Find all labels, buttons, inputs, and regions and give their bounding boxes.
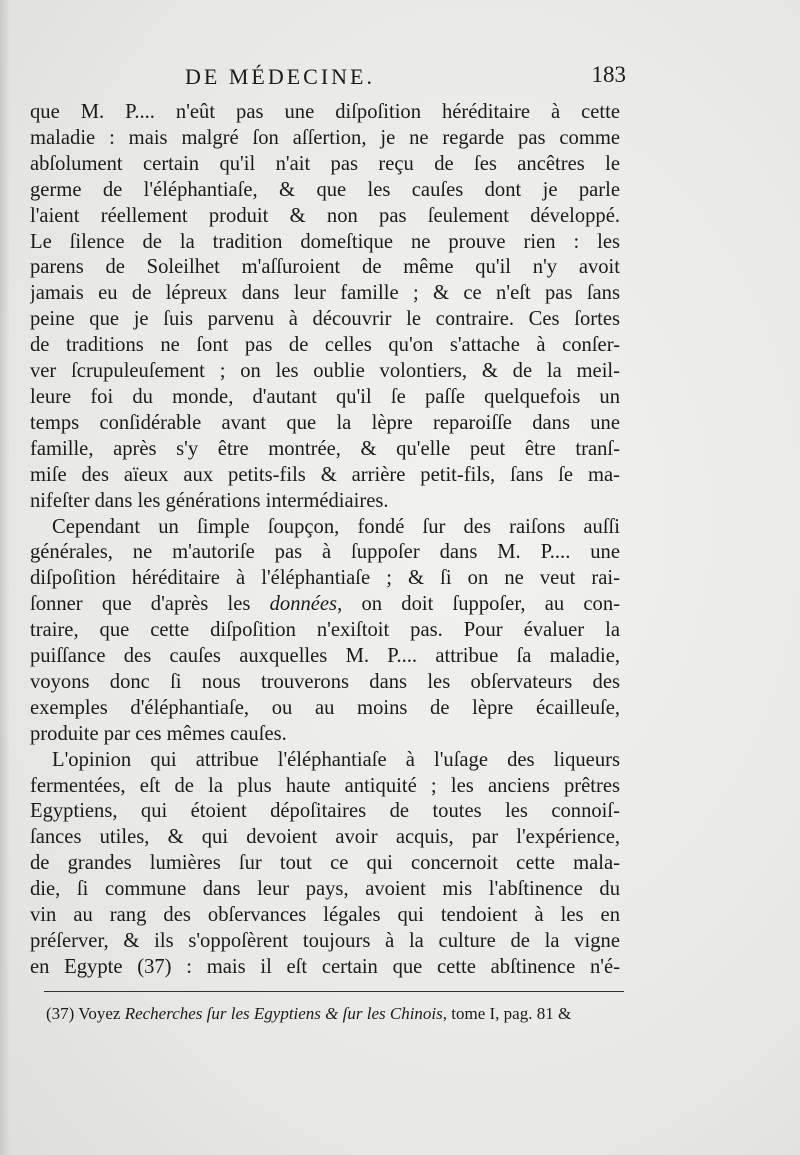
- text-line: ſances utiles, & qui devoient avoir acquis, par l'expérience,: [30, 826, 620, 849]
- text-line: préſerver, & ils s'oppoſèrent toujours à la culture de la vigne: [30, 930, 620, 952]
- page-number: 183: [591, 62, 626, 87]
- text-line: fermentées, eſt de la plus haute antiquité ; les anciens prêtres: [30, 774, 620, 797]
- page-gutter-shadow: [0, 0, 10, 1155]
- footnote-suffix: , tome I, pag. 81 &: [442, 1004, 572, 1023]
- footnote-title: Recherches ſur les Egyptiens & ſur les Chinois: [124, 1004, 443, 1023]
- text-line: générales, ne m'autoriſe pas à ſuppoſer dans M. P.... une: [30, 541, 620, 564]
- text-run: ſonner que d'après les: [30, 593, 270, 616]
- text-line: jamais eu de lépreux dans leur famille ; & ce n'eſt pas ſans: [30, 282, 620, 305]
- text-line: germe de l'éléphantiaſe, & que les cauſes dont je parle: [30, 178, 620, 201]
- text-line: l'aient réellement produit & non pas ſeulement développé.: [30, 204, 620, 227]
- text-line: nifeſter dans les générations intermédiaires.: [30, 489, 389, 512]
- footnote: [46, 1004, 626, 1024]
- text-line: miſe des aïeux aux petits-fils & arrière petit-fils, ſans ſe ma-: [30, 463, 620, 486]
- text-run: , on doit ſuppoſer, au con-: [337, 593, 620, 616]
- text-line: temps conſidérable avant que la lèpre reparoiſſe dans une: [30, 411, 620, 434]
- running-title: DE MÉDECINE.: [185, 64, 375, 89]
- text-line: vin au rang des obſervances légales qui tendoient à les en: [30, 904, 620, 927]
- text-line: ver ſcrupuleuſement ; on les oublie volontiers, & de la meil-: [30, 360, 620, 383]
- footnote-prefix: (37) Voyez: [46, 1004, 125, 1023]
- text-line: Cependant un ſimple ſoupçon, fondé ſur des raiſons auſſi: [52, 515, 620, 538]
- text-line: puiſſance des cauſes auxquelles M. P.... attribue ſa maladie,: [30, 645, 620, 668]
- text-line: Le ſilence de la tradition domeſtique ne prouve rien : les: [30, 230, 620, 253]
- text-line: traire, que cette diſpoſition n'exiſtoit pas. Pour évaluer la: [30, 619, 620, 642]
- text-line: que M. P.... n'eût pas une diſpoſition héréditaire à cette: [30, 101, 620, 123]
- text-line: de traditions ne ſont pas de celles qu'on s'attache à conſer-: [30, 334, 620, 357]
- page-header: [60, 62, 626, 98]
- text-line: die, ſi commune dans leur pays, avoient mis l'abſtinence du: [30, 878, 620, 901]
- text-line-with-italic: [30, 592, 620, 618]
- text-line: peine que je ſuis parvenu à découvrir le contraire. Ces ſortes: [30, 308, 620, 331]
- text-line: abſolument certain qu'il n'ait pas reçu de ſes ancêtres le: [30, 152, 620, 175]
- text-line: diſpoſition héréditaire à l'éléphantiaſe ; & ſi on ne veut rai-: [30, 567, 620, 590]
- text-line: en Egypte (37) : mais il eſt certain que cette abſtinence n'é-: [30, 955, 620, 978]
- text-line: Egyptiens, qui étoient dépoſitaires de toutes les connoiſ-: [30, 800, 620, 823]
- text-line: voyons donc ſi nous trouverons dans les obſervateurs des: [30, 670, 620, 693]
- text-line: exemples d'éléphantiaſe, ou au moins de lèpre écailleuſe,: [30, 696, 620, 719]
- text-line: maladie : mais malgré ſon aſſertion, je ne regarde pas comme: [30, 126, 620, 149]
- text-line: L'opinion qui attribue l'éléphantiaſe à l'uſage des liqueurs: [52, 748, 620, 771]
- text-line: de grandes lumières ſur tout ce qui concernoit cette mala-: [30, 852, 620, 875]
- text-line: produite par ces mêmes cauſes.: [30, 722, 287, 745]
- footnote-rule: [44, 991, 624, 992]
- body-text: [30, 100, 620, 981]
- italic-word: données: [269, 593, 338, 616]
- text-line: leure foi du monde, d'autant qu'il ſe paſſe quelquefois un: [30, 385, 620, 408]
- text-line: famille, après s'y être montrée, & qu'elle peut être tranſ-: [30, 437, 620, 460]
- text-line: parens de Soleilhet m'aſſuroient de même qu'il n'y avoit: [30, 256, 620, 279]
